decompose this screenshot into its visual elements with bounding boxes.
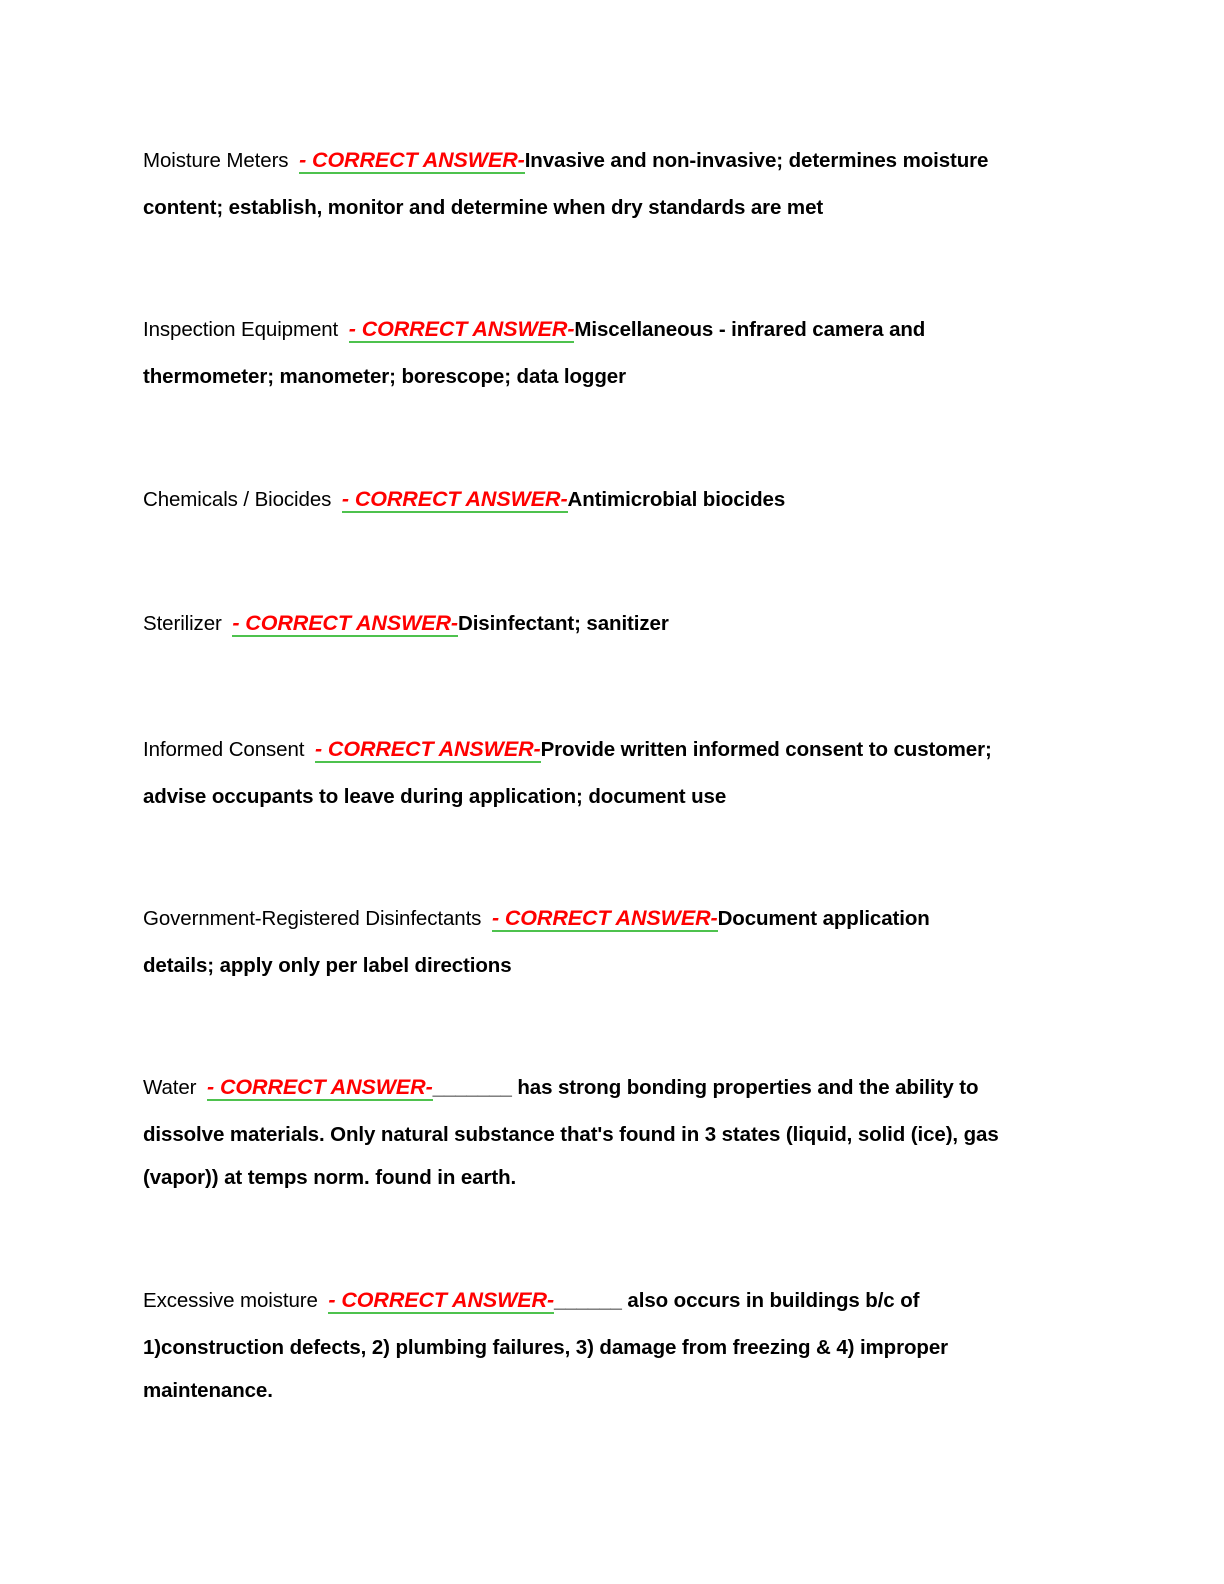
- entry-first-line: [143, 600, 1083, 647]
- entry-answer-line2: advise occupants to leave during application; document use: [143, 785, 727, 808]
- entry-answer-line1: Antimicrobial biocides: [567, 488, 786, 511]
- entry-answer-line2: details; apply only per label directions: [143, 954, 512, 977]
- entry-answer-line1: ______ also occurs in buildings b/c of: [554, 1289, 920, 1312]
- entry-answer-line1: _______ has strong bonding properties and the ability to: [432, 1076, 979, 1099]
- entry-answer-line1: Provide written informed consent to customer;: [540, 738, 992, 761]
- flashcard-entry: [143, 600, 1083, 647]
- entry-answer-line2: thermometer; manometer; borescope; data logger: [143, 365, 626, 388]
- entry-term: Water: [143, 1076, 197, 1099]
- entry-first-line: [143, 476, 1083, 523]
- flashcard-entry: [143, 476, 1083, 523]
- entry-first-line: [143, 1277, 1083, 1324]
- entry-term: Government-Registered Disinfectants: [143, 907, 482, 930]
- entry-answer-line3: (vapor)) at temps norm. found in earth.: [143, 1166, 517, 1189]
- entry-term: Excessive moisture: [143, 1289, 318, 1312]
- flashcard-entry: [143, 137, 1083, 231]
- entry-term: Chemicals / Biocides: [143, 488, 332, 511]
- correct-answer-marker: - CORRECT ANSWER-: [491, 906, 718, 930]
- flashcard-entry: [143, 1277, 1083, 1411]
- entry-answer-line1: Miscellaneous - infrared camera and: [574, 318, 926, 341]
- entry-first-line: [143, 306, 1083, 353]
- flashcard-entry: [143, 1064, 1083, 1198]
- correct-answer-marker: - CORRECT ANSWER-: [207, 1075, 433, 1099]
- correct-answer-marker: - CORRECT ANSWER-: [348, 317, 575, 341]
- correct-answer-marker: - CORRECT ANSWER-: [314, 737, 541, 761]
- entry-term: Moisture Meters: [143, 149, 289, 172]
- entry-term: Sterilizer: [143, 612, 222, 635]
- entry-term: Inspection Equipment: [143, 318, 339, 341]
- correct-answer-marker: - CORRECT ANSWER-: [232, 611, 458, 635]
- entry-first-line: [143, 137, 1083, 184]
- entry-answer-line3: maintenance.: [143, 1379, 273, 1402]
- entry-term: Informed Consent: [143, 738, 305, 761]
- entry-answer-line2: 1)construction defects, 2) plumbing failures, 3) damage from freezing & 4) improper: [143, 1336, 949, 1359]
- entry-answer-line2: dissolve materials. Only natural substance that's found in 3 states (liquid, solid (ice), gas: [143, 1123, 999, 1146]
- correct-answer-marker: - CORRECT ANSWER-: [328, 1288, 555, 1312]
- correct-answer-marker: - CORRECT ANSWER-: [299, 148, 525, 172]
- correct-answer-marker: - CORRECT ANSWER-: [341, 487, 568, 511]
- entry-answer-line1: Invasive and non-invasive; determines moisture: [524, 149, 989, 172]
- flashcard-entry: [143, 306, 1083, 400]
- entry-answer-line1: Disinfectant; sanitizer: [457, 612, 669, 635]
- flashcard-entry: [143, 726, 1083, 820]
- entry-first-line: [143, 1064, 1083, 1111]
- flashcard-entry: [143, 895, 1083, 989]
- entry-answer-line1: Document application: [717, 907, 930, 930]
- entry-answer-line2: content; establish, monitor and determine when dry standards are met: [143, 196, 824, 219]
- entry-first-line: [143, 895, 1083, 942]
- entry-first-line: [143, 726, 1083, 773]
